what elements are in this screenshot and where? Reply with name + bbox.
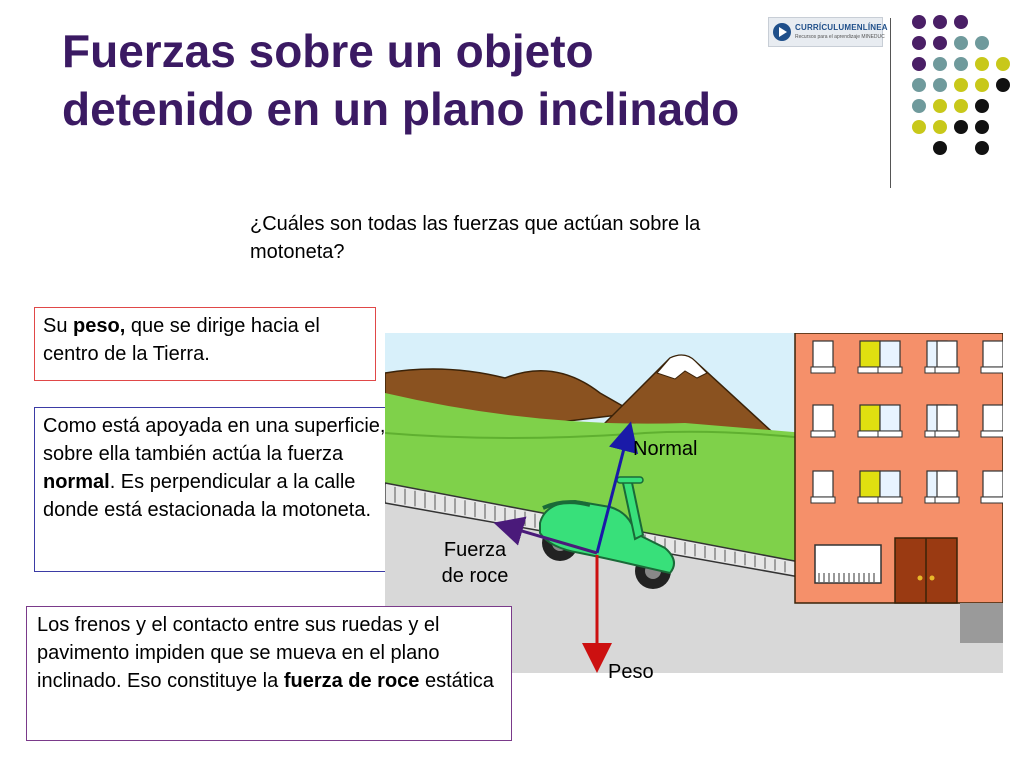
logo-arrow-icon	[773, 23, 791, 41]
weight-label: Peso	[608, 661, 654, 683]
building-window	[860, 405, 880, 431]
decor-dot	[912, 57, 926, 71]
logo-tagline: Recursos para el aprendizaje MINEDUC	[795, 34, 885, 40]
decor-dot	[933, 36, 947, 50]
decor-dot	[975, 99, 989, 113]
decor-dot	[954, 99, 968, 113]
building-window	[813, 341, 833, 367]
gravel-patch	[960, 603, 1003, 643]
building-window	[880, 405, 900, 431]
peso-text-after: que se dirige hacia el centro de la Tierra.	[43, 315, 320, 365]
building-window	[813, 405, 833, 431]
decor-dot	[954, 15, 968, 29]
decor-dot	[933, 78, 947, 92]
decor-dot	[975, 120, 989, 134]
decor-dot	[996, 78, 1010, 92]
decor-dot	[933, 15, 947, 29]
decor-dot	[912, 36, 926, 50]
roce-text-before: Los frenos y el contacto entre sus ruedas y el pavimento impiden que se mueva en el plano inclinado. Eso constituye la	[37, 614, 440, 692]
building-window	[937, 471, 957, 497]
building-window	[983, 341, 1003, 367]
header-divider	[890, 18, 891, 188]
decorative-dot-grid	[905, 10, 1015, 165]
normal-text-bold: normal	[43, 471, 110, 493]
peso-explanation-box	[34, 307, 376, 381]
building-window	[983, 405, 1003, 431]
decor-dot	[912, 99, 926, 113]
decor-dot	[954, 57, 968, 71]
building-window	[880, 471, 900, 497]
question-text: ¿Cuáles son todas las fuerzas que actúan sobre la motoneta?	[250, 213, 701, 263]
peso-text-before: Su	[43, 315, 74, 337]
building-window	[813, 471, 833, 497]
building-window	[860, 471, 880, 497]
building-window	[937, 341, 957, 367]
decor-dot	[954, 78, 968, 92]
decor-dot	[975, 57, 989, 71]
decor-dot	[975, 36, 989, 50]
normal-explanation-box	[34, 407, 402, 572]
title-line-2: detenido en un plano inclinado	[62, 83, 740, 135]
friction-explanation-box	[26, 606, 512, 741]
decor-dot	[975, 78, 989, 92]
building-window	[983, 471, 1003, 497]
normal-text-before: Como está apoyada en una superficie, sobre ella también actúa la fuerza	[43, 415, 386, 465]
decor-dot	[954, 120, 968, 134]
decor-dot	[912, 120, 926, 134]
building-window	[880, 341, 900, 367]
friction-label-line-1: Fuerza	[443, 539, 507, 561]
normal-text-after: . Es perpendicular a la calle donde está estacionada la motoneta.	[43, 471, 372, 521]
friction-label	[430, 537, 520, 589]
decor-dot	[933, 120, 947, 134]
normal-label: Normal	[633, 438, 698, 460]
decor-dot	[975, 141, 989, 155]
friction-label-line-2: de roce	[441, 565, 509, 587]
decor-dot	[912, 15, 926, 29]
peso-text-bold: peso,	[73, 315, 126, 337]
logo-brand: CURRÍCULUMENLÍNEA	[795, 23, 888, 32]
title-line-1: Fuerzas sobre un objeto	[62, 25, 594, 77]
roce-text-after: estática	[419, 670, 494, 692]
roce-text-bold: fuerza de roce	[283, 670, 420, 692]
decor-dot	[933, 57, 947, 71]
decor-dot	[933, 99, 947, 113]
decor-dot	[996, 57, 1010, 71]
decor-dot	[954, 36, 968, 50]
building-window	[937, 405, 957, 431]
building-window	[860, 341, 880, 367]
decor-dot	[912, 78, 926, 92]
curriculum-logo	[768, 17, 888, 47]
decor-dot	[933, 141, 947, 155]
